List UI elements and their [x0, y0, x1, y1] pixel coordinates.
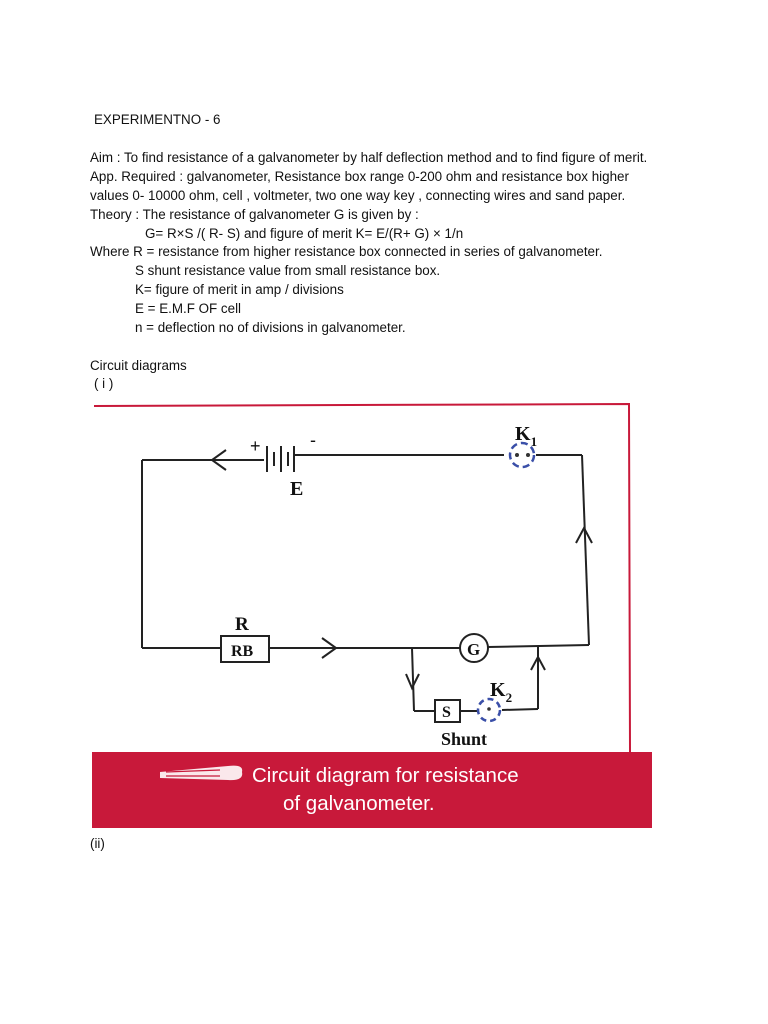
part-one-label: ( i )	[94, 376, 114, 391]
shunt-label: Shunt	[441, 729, 488, 749]
shunt-wire-bottom-r	[502, 709, 538, 710]
shunt-box-label: S	[442, 704, 451, 721]
section-title: Circuit diagrams	[90, 358, 187, 373]
where-s-line: S shunt resistance value from small resistance box.	[135, 263, 441, 278]
where-e-line: E = E.M.F OF cell	[135, 301, 242, 316]
where-n-line: n = deflection no of divisions in galvanometer.	[135, 320, 406, 335]
circuit-diagram-figure	[92, 400, 652, 828]
where-r-line: Where R = resistance from higher resistance box connected in series of galvanometer.	[90, 244, 603, 259]
battery-plus: +	[250, 436, 261, 456]
key-k2-label: $K_2$	[490, 679, 513, 705]
formula-line: G= R×S /( R- S) and figure of merit K= E/(R+ G) × 1/n	[145, 226, 464, 241]
resistance-box-label: RB	[231, 643, 254, 660]
apparatus-line: App. Required : galvanometer, Resistance box range 0-200 ohm and resistance box higher	[90, 169, 629, 184]
caption-line-2: of galvanometer.	[283, 792, 435, 815]
resistor-label: R	[235, 614, 249, 635]
caption-line-1: Circuit diagram for resistance	[252, 764, 519, 787]
experiment-heading: EXPERIMENTNO - 6	[94, 112, 221, 127]
aim-line: Aim : To find resistance of a galvanometer by half deflection method and to find figure of merit.	[90, 150, 648, 165]
galvanometer-label: G	[467, 640, 481, 659]
battery-label: E	[290, 478, 304, 500]
where-k-line: K= figure of merit in amp / divisions	[135, 282, 344, 297]
theory-line: Theory : The resistance of galvanometer G is given by :	[90, 207, 419, 222]
battery-minus: -	[310, 430, 316, 450]
part-two-label: (ii)	[90, 836, 105, 851]
key-k1-label: $K_1$	[515, 423, 538, 449]
apparatus-line-2: values 0- 10000 ohm, cell , voltmeter, two one way key , connecting wires and sand paper.	[90, 188, 626, 203]
